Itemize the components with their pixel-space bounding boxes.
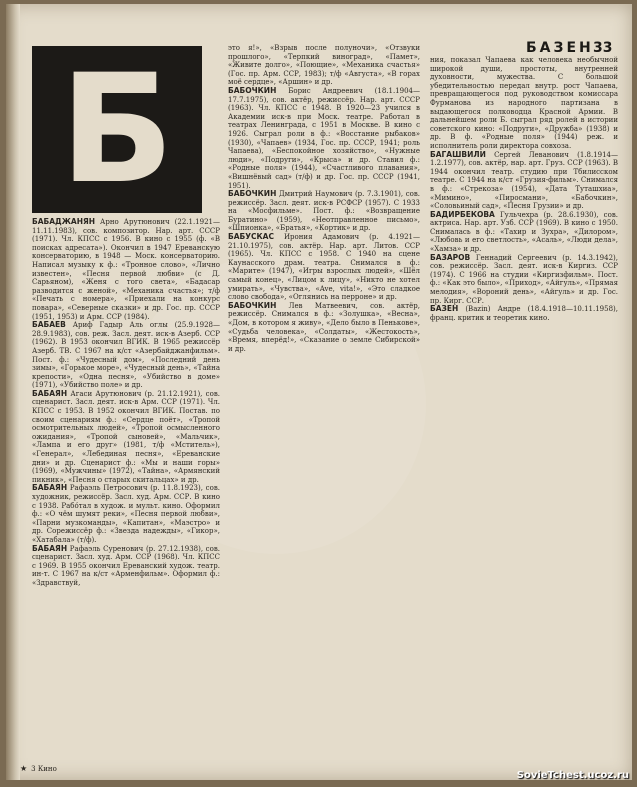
- section-initial-letter: Б: [32, 46, 202, 213]
- entry-headword: БАЗАРОВ: [430, 252, 471, 262]
- entry-text: Агаси Арутюнович (р. 21.12.1921), сов. сценарист. Засл. деят. иск-в Арм. ССР (1971). Чл. КПСС с 1953. В 1952 окончил ВГИК. Постав. по своим сценариям ф.: «Сердце поёт», «Тропой осмотрительных людей», «Тропой осмысленного ожидания», «Тропой сыновей», «Мальчик», «Лампа и его друг» (1981, т/ф «Мститель»), «Генерал», «Лебединая песня», «Ереванские дни» и др. Сценарист ф.: «Мы и наши горы» (1969), «Мужчины» (1972), «Тайна», «Армянский пикник», «Песня о старых скитальцах» и др.: [32, 389, 220, 484]
- entry: [228, 302, 420, 354]
- entry: [430, 56, 618, 151]
- entry-headword: БАБОЧКИН: [228, 189, 277, 199]
- entry-text: Арно Арутюнович (22.1.1921—11.11.1983), сов. композитор. Нар. арт. СССР (1971). Чл. КПСС с 1956. В кино с 1955 (ф. «В поисках адресата»). Окончил в 1947 Ереванскую консерваторию, в 1948 — Моск. консерваторию. Написал музыку к ф.: «Тронное слово», «Лично известен», «Песня первой любви» (с Д. Сарьяном), «Женя с того света», «Бадасар разводится с женой», «Механика счастья»; т/ф «Печать с номера», «Приехали на конкурс повара», «Северные сказки» и др. Гос. пр. СССР (1951, 1953) и Арм. ССР (1984).: [32, 218, 220, 321]
- entry-headword: БАДИРБЕКОВА: [430, 209, 495, 219]
- entry-headword: БАБАЕВ: [32, 320, 66, 330]
- entry-text: Дмитрий Наумович (р. 7.3.1901), сов. режиссёр. Засл. деят. иск-в РСФСР (1957). С 1933 на «Мосфильме». Пост. ф.: «Возвращение Буратино» (1959), «Неотправленное письмо», «Шпионка», «Братья», «Кортик» и др.: [228, 190, 420, 233]
- entry: [32, 484, 220, 544]
- entry-text: Лев Матвеевич, сов. актёр, режиссёр. Снимался в ф.: «Золушка», «Весна», «Дом, в котором я живу», «Дело было в Пенькове», «Судьба человека», «Солдаты», «Жестокость», «Время, вперёд!», «Сказание о земле Сибирской» и др.: [228, 301, 420, 353]
- book-spine: [6, 4, 20, 780]
- entry-headword: БАБАЯН: [32, 483, 68, 493]
- entry-headword: БАЗЕН: [430, 304, 459, 314]
- entry-text: (Bazin) Андре (18.4.1918—10.11.1958), франц. критик и теоретик кино.: [430, 305, 618, 322]
- entry-headword: БАБОЧКИН: [228, 85, 277, 95]
- entry-headword: БАБОЧКИН: [228, 300, 277, 310]
- entry: [228, 87, 420, 190]
- entry-text: Гульчехра (р. 28.6.1930), сов. актриса. Нар. арт. Узб. ССР (1969). В кино с 1950. Снималась в ф.: «Тахир и Зухра», «Дилором», «Любовь и его светлость», «Асаль», «Люди дела», «Хамза» и др.: [430, 210, 618, 254]
- entry-text: Ирония Адамович (р. 4.1921—21.10.1975), сов. актёр. Нар. арт. Литов. ССР (1965). Чл. КПСС с 1958. С 1940 на сцене Каунасского драм. театра. Снимался в ф.: «Марите» (1947), «Игры взрослых людей», «Шёл самый конец», «Лицом к лицу», «Никто не хотел умирать», «Чувства», «Ave, vita!», «Это сладкое слово свобода», «Оглянись на перроне» и др.: [228, 233, 420, 302]
- column-middle: [228, 44, 420, 766]
- entry: [32, 545, 220, 588]
- entry: [228, 233, 420, 302]
- entry-headword: БАБАЯН: [32, 543, 68, 553]
- entry: [430, 151, 618, 211]
- entry: [228, 44, 420, 87]
- entry: [32, 218, 220, 321]
- entry: [32, 321, 220, 390]
- entry-text: Ариф Гадыр Аль оглы (25.9.1928—28.9.1983), сов. реж. Засл. деят. иск-в Азерб. ССР (1962). В 1953 окончил ВГИК. В 1965 режиссёр Азерб. ТВ. С 1967 на к/ст «Азербайджанфильм». Пост. ф.: «Чудесный дом», «Последний день зимы», «Горькое море», «Чудесный день», «Тайна крепости», «Одна песня», «Убийство в доме» (1971), «Убийство поле» и др.: [32, 321, 220, 390]
- entry-text: Рафаэль Петросович (р. 11.8.1923), сов. художник, режиссёр. Засл. худ. Арм. ССР. В кино с 1938. Рабо́тал в худож. и мульт. кино. Оформил ф.: «О чём шумят реки», «Песня первой любви», «Парни музкоманды», «Капитан», «Маэстро» и др. Сорежиссёр ф.: «Звезда надежды», «Гикор», «Хатабала» (т/ф).: [32, 484, 220, 544]
- entry-text: Рафаэль Суренович (р. 27.12.1938), сов. сценарист. Засл. худ. Арм. ССР (1968). Чл. КПСС с 1969. В 1955 окончил Ереванский худож. театр. ин-т. С 1967 на к/ст «Арменфильм». Оформил ф.: «Здравствуй,: [32, 544, 220, 587]
- page-footer: [20, 764, 57, 773]
- entry-text: это я!», «Взрыв после полуночи», «Отзвуки прошлого», «Терпкий виноград», «Памет», «Живите долго», «Поющие», «Механика счастья» (Гос. пр. Арм. ССР, 1983); т/ф «Августа», «В горах моё сердце», «Аршин» и др.: [228, 44, 420, 87]
- entry: [32, 390, 220, 485]
- entry: [430, 211, 618, 254]
- footer-signature: 3 Кино: [31, 765, 57, 773]
- entry: [228, 190, 420, 233]
- book-page: [6, 4, 632, 780]
- page-number: 33: [593, 40, 613, 56]
- running-head-title: БАЗЕН: [526, 40, 594, 56]
- column-right: [430, 56, 618, 768]
- entry-text: Сергей Леванович (1.8.1914—1.2.1977), сов. актёр, нар. арт. Груз. ССР (1963). В 1944 окончил театр. студию при Тбилисском театре. С 1944 на к/ст «Грузия-фильм». Снимался в ф.: «Стрекоза» (1954), «Дата Туташхиа», «Мимино», «Пиросмани», «Бабочкин», «Соловьиный сад», «Песня Грузии» и др.: [430, 150, 618, 211]
- entry: [430, 254, 618, 306]
- entry-text: ния, показал Чапаева как человека необычной широкой души, простоты, внутренней духовности, мужества. С большой убедительностью передал внутр. рост Чапаева, превращающегося под руководством комиссара Фурманова из народного партизана в выдающегося полководца Красной Армии. В дальнейшем роли Б. сыграл ряд ролей в истории советского кино: «Подруги», «Дружба» (1938) и др. В ф. «Родные поля» (1944) реж. и исполнитель роли директора совхоза.: [430, 56, 618, 150]
- entry-headword: БАБАДЖАНЯН: [32, 218, 96, 226]
- column-left: [32, 218, 220, 762]
- entry-headword: БАБУСКАС: [228, 232, 274, 242]
- entry-text: Геннадий Сергеевич (р. 14.3.1942), сов. режиссёр. Засл. деят. иск-в Киргиз. ССР (1974). С 1966 на студии «Киргизфильм». Пост. ф.: «Как это было», «Приход», «Айгуль», «Прямая мелодия», «Вороний день», «Айгуль» и др. Гос. пр. Кирг. ССР.: [430, 253, 618, 305]
- entry-headword: БАБАЯН: [32, 388, 68, 398]
- entry: [430, 305, 618, 322]
- entry-headword: БАГАШВИЛИ: [430, 149, 486, 159]
- star-icon: ★: [20, 764, 28, 773]
- site-watermark: SovieTchest.ucoz.ru: [516, 770, 629, 781]
- entry-text: Борис Андреевич (18.1.1904—17.7.1975), сов. актёр, режиссёр. Нар. арт. СССР (1963). Чл. КПСС с 1948. В 1920—23 учился в Академии иск-в при Моск. театре. Работал в театрах Ленинграда, с 1951 в Москве. В кино с 1926. Сыграл роли в ф.: «Восстание рыбаков» (1930), «Чапаев» (1934, Гос. пр. СССР, 1941; роль Чапаева), «Беспокойное хозяйство», «Нужные люди», «Подруги», «Крыса» и др. Ставил ф.: «Родные поля» (1944), «Счастливого плавания», «Вишнёвый сад» (т/ф) и др. Гос. пр. СССР (1941, 1951).: [228, 86, 420, 190]
